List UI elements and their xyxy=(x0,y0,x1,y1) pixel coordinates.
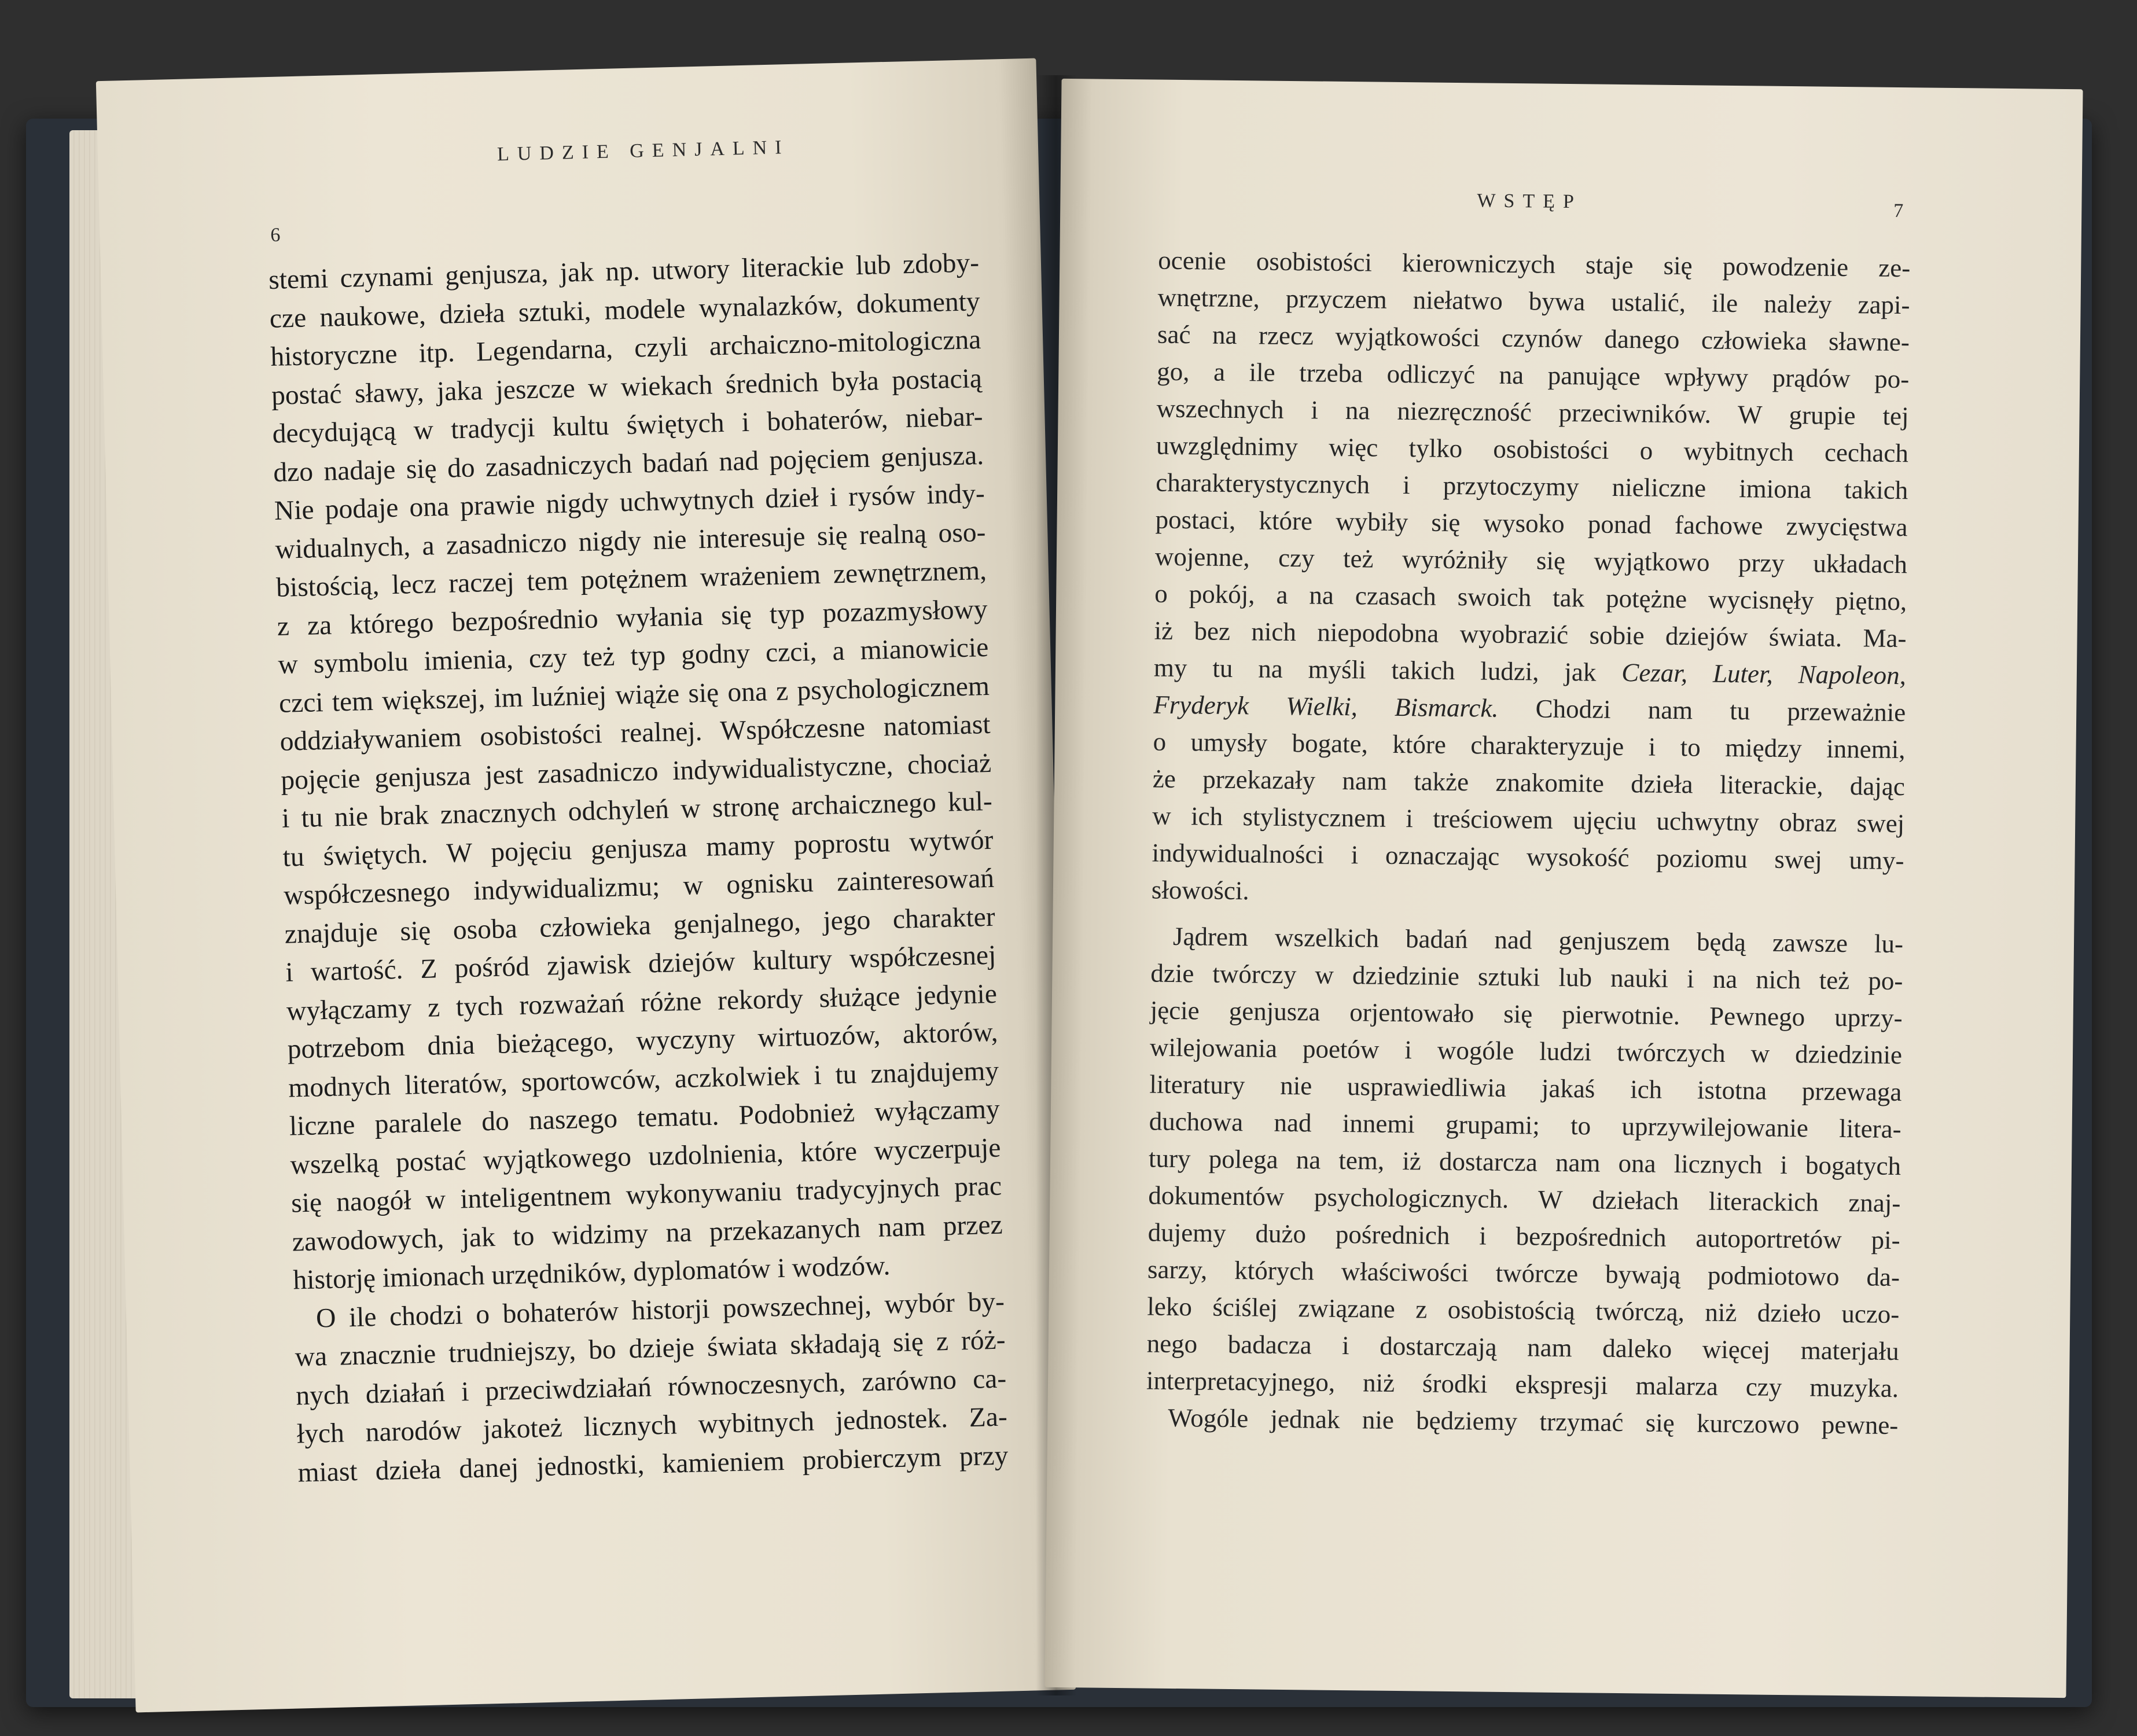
text-line: o pokój, a na czasach swoich tak potężne wycisnęły piętno, xyxy=(1154,579,1907,616)
text-line: się naogół w inteligentnem wykonywaniu tradycyjnych prac xyxy=(290,1171,1002,1219)
italic-names: Fryderyk Wielki, Bismarck. xyxy=(1153,690,1499,723)
text-line: w ich stylistycznem i treściowem ujęciu uchwytny obraz swej xyxy=(1152,801,1905,838)
text-line: z za którego bezpośrednio wyłania się typ pozazmysłowy xyxy=(277,594,988,642)
left-page xyxy=(96,58,1076,1713)
text-line: liczne paralele do naszego tematu. Podobnież wyłączamy xyxy=(289,1094,1001,1142)
text-line: go, a ile trzeba odliczyć na panujące wpływy prądów po- xyxy=(1157,356,1910,394)
text-line: widualnych, a zasadniczo nigdy nie interesuje się realną oso- xyxy=(275,517,986,565)
right-page xyxy=(1044,79,2083,1698)
text-line: postać sławy, jaka jeszcze w wiekach średnich była postacią xyxy=(271,363,983,411)
text-line: decydującą w tradycji kultu świętych i bohaterów, niebar- xyxy=(272,402,984,449)
text-line: iż bez nich niepodobna wyobrazić sobie dziejów świata. Ma- xyxy=(1154,616,1907,653)
text-line: historyczne itp. Legendarna, czyli archaiczno-mitologiczna xyxy=(270,325,981,373)
text-line: Nie podaje ona prawie nigdy uchwytnych dzieł i rysów indy- xyxy=(274,478,985,526)
text-line: wnętrzne, przyczem niełatwo bywa ustalić, ile należy zapi- xyxy=(1157,282,1910,320)
page-number: 6 xyxy=(270,224,281,246)
text-line: słowości. xyxy=(1151,875,1249,906)
text-line: indywidualności i oznaczając wysokość poziomu swej umy- xyxy=(1152,838,1904,876)
text-line: historję imionach urzędników, dyplomatów i wodzów. xyxy=(292,1250,891,1296)
text-line: uwzględnimy więc tylko osobistości o wybitnych cechach xyxy=(1156,431,1909,468)
text-line: o umysły bogate, które charakteryzuje i to między innemi, xyxy=(1153,727,1906,764)
text-line: wszelką postać wyjątkowego uzdolnienia, które wyczerpuje xyxy=(290,1132,1001,1180)
text-line: Jądrem wszelkich badań nad genjuszem będą zawsze lu- xyxy=(1172,921,1904,959)
text-line: czci tem większej, im luźniej wiąże się ona z psychologicznem xyxy=(278,671,990,719)
text-line: duchowa nad innemi grupami; to uprzywilejowanie litera- xyxy=(1149,1106,1901,1144)
text-line: że przekazały nam także znakomite dzieła literackie, dając xyxy=(1152,764,1906,801)
running-head: LUDZIE GENJALNI xyxy=(496,137,790,165)
text-line: dzo nadaje się do zasadniczych badań nad pojęciem genjusza. xyxy=(273,440,984,488)
text-fragment: my tu na myśli takich ludzi, jak xyxy=(1153,653,1622,687)
left-text xyxy=(268,244,1009,1492)
text-line: nych działań i przeciwdziałań równoczesnych, zarówno ca- xyxy=(295,1363,1007,1411)
text-line: cze naukowe, dzieła sztuki, modele wynalazków, dokumenty xyxy=(269,286,981,334)
text-line: postaci, które wybiły się wysoko ponad fachowe zwycięstwa xyxy=(1155,505,1908,542)
text-line: łych narodów jakoteż licznych wybitnych jednostek. Za- xyxy=(296,1402,1008,1450)
text-line: sać na rzecz wyjątkowości czynów danego człowieka sławne- xyxy=(1157,319,1910,357)
text-line: bistością, lecz raczej tem potężnem wrażeniem zewnętrznem, xyxy=(275,555,987,603)
text-line: ocenie osobistości kierowniczych staje się powodzenie ze- xyxy=(1158,245,1911,283)
text-line: wilejowania poetów i wogóle ludzi twórczych w dziedzinie xyxy=(1149,1032,1903,1070)
text-line: jęcie genjusza orjentowało się pierwotnie. Pewnego uprzy- xyxy=(1150,995,1903,1033)
text-line: dzie twórczy w dziedzinie sztuki lub nauki i na nich też po- xyxy=(1150,958,1903,996)
text-line: leko ściślej związane z osobistością twórczą, niż dzieło uczo- xyxy=(1147,1292,1900,1329)
text-line: wojenne, czy też wyróżniły się wyjątkowo przy układach xyxy=(1154,542,1908,579)
text-line: dokumentów psychologicznych. W dziełach literackich znaj- xyxy=(1148,1180,1901,1218)
text-line: literatury nie usprawiedliwia jakaś ich istotna przewaga xyxy=(1149,1069,1902,1107)
text-line: i tu nie brak znacznych odchyleń w stronę archaicznego kul- xyxy=(281,786,993,834)
text-line: miast dzieła danej jednostki, kamieniem probierczym przy xyxy=(297,1440,1009,1488)
running-head: WSTĘP xyxy=(1477,190,1583,213)
right-text xyxy=(1146,242,1911,1444)
text-line: modnych literatów, sportowców, aczkolwiek i tu znajdujemy xyxy=(288,1055,999,1104)
text-line: interpretacyjnego, niż środki ekspresji malarza czy muzyka. xyxy=(1146,1366,1899,1403)
italic-names: Cezar, Luter, Napoleon, xyxy=(1621,658,1907,690)
text-line: zawodowych, jak to widzimy na przekazanych nam przez xyxy=(292,1209,1003,1257)
text-line: sarzy, których właściwości twórcze bywają podmiotowo da- xyxy=(1147,1255,1900,1292)
text-line: współczesnego indywidualizmu; w ognisku zainteresowań xyxy=(283,863,995,911)
text-line: znajduje się osoba człowieka genjalnego, jego charakter xyxy=(284,902,996,950)
text-line: wszechnych i na niezręczność przeciwników. W grupie tej xyxy=(1156,393,1909,431)
text-line: tu świętych. W pojęciu genjusza mamy poprostu wytwór xyxy=(282,825,994,873)
text-line: charakterystycznych i przytoczymy nieliczne imiona takich xyxy=(1156,468,1908,505)
text-line: O ile chodzi o bohaterów historji powszechnej, wybór by- xyxy=(315,1286,1005,1334)
text-line: wa znacznie trudniejszy, bo dzieje świata składają się z róż- xyxy=(295,1325,1006,1373)
text-line: nego badacza i dostarczają nam daleko więcej materjału xyxy=(1146,1329,1899,1366)
text-line: wyłączamy z tych rozważań różne rekordy służące jedynie xyxy=(286,979,998,1027)
text-line: dujemy dużo pośrednich i bezpośrednich autoportretów pi- xyxy=(1147,1218,1900,1255)
text-line: stemi czynami genjusza, jak np. utwory literackie lub zdoby- xyxy=(268,248,980,296)
text-line: tury polega na tem, iż dostarcza nam ona licznych i bogatych xyxy=(1148,1143,1901,1181)
text-line: w symbolu imienia, czy też typ godny czci, a mianowicie xyxy=(277,632,989,680)
text-line: potrzebom dnia bieżącego, wyczyny wirtuozów, aktorów, xyxy=(287,1017,999,1065)
text-line: Wogóle jednak nie będziemy trzymać się kurczowo pewne- xyxy=(1168,1403,1899,1440)
page-number: 7 xyxy=(1893,200,1904,222)
text-line: i wartość. Z pośród zjawisk dziejów kultury współczesnej xyxy=(285,940,996,988)
text-fragment: Chodzi nam tu przeważnie xyxy=(1498,693,1906,727)
text-line: oddziaływaniem osobistości realnej. Współczesne natomiast xyxy=(279,709,991,757)
text-line: pojęcie genjusza jest zasadniczo indywidualistyczne, chociaż xyxy=(280,748,992,796)
